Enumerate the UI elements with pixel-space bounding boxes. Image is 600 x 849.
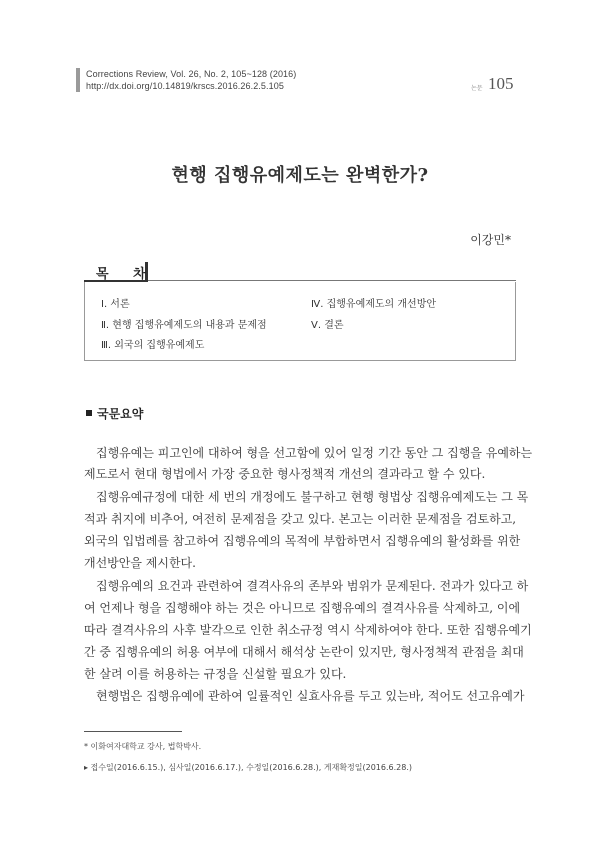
square-bullet-icon xyxy=(86,410,92,416)
author-name: 이강민* xyxy=(470,233,511,247)
toc-item[interactable]: Ⅰ. 서론 xyxy=(101,299,130,310)
abstract-line: 여 언제나 형을 집행해야 하는 것은 아니므로 집행유예의 결격사유를 삭제하고, 이에 xyxy=(84,601,521,615)
toc-label: 목 차 xyxy=(96,267,156,282)
abstract-line: 집행유예의 요건과 관련하여 결격사유의 존부와 범위가 문제된다. 전과가 있다고 하 xyxy=(96,579,529,593)
abstract-line: 현행법은 집행유예에 관하여 일률적인 실효사유를 두고 있는바, 적어도 선고유예가 xyxy=(96,689,525,703)
abstract-line: 한 살려 이를 허용하는 규정을 신설할 필요가 있다. xyxy=(84,667,347,681)
paper-title: 현행 집행유예제도는 완벽한가? xyxy=(171,165,429,186)
toc-divider xyxy=(148,280,516,281)
abstract-line: 간 중 집행유예의 허용 여부에 대해서 해석상 논란이 있지만, 형사정책적 관점을 최대 xyxy=(84,645,524,659)
footnote-affiliation: * 이화여자대학교 강사, 법학박사. xyxy=(84,742,202,751)
abstract-line: 집행유예규정에 대한 세 번의 개정에도 불구하고 현행 형법상 집행유예제도는 그 목 xyxy=(96,490,529,504)
toc-item[interactable]: Ⅴ. 결론 xyxy=(311,320,344,331)
abstract-heading-label: 국문요약 xyxy=(97,407,144,421)
abstract-line: 적과 취지에 비추어, 여전히 문제점을 갖고 있다. 본고는 이러한 문제점을 검토하고, xyxy=(84,512,517,526)
toc-item[interactable]: Ⅳ. 집행유예제도의 개선방안 xyxy=(311,299,437,310)
toc-item[interactable]: Ⅱ. 현행 집행유예제도의 내용과 문제점 xyxy=(101,320,267,331)
footnote-dates: ▸ 접수일(2016.6.15.), 심사일(2016.6.17.), 수정일(2016.6.28.), 게재확정일(2016.6.28.) xyxy=(84,763,413,772)
abstract-line: 개선방안을 제시한다. xyxy=(84,556,196,570)
abstract-line: 제도로서 현대 형법에서 가장 중요한 형사정책적 개선의 결과라고 할 수 있다. xyxy=(84,467,486,481)
header-accent-bar xyxy=(76,68,80,92)
abstract-line: 집행유예는 피고인에 대하여 형을 선고함에 있어 일정 기간 동안 그 집행을 유예하는 xyxy=(96,446,533,460)
journal-info xyxy=(86,68,296,92)
abstract-line: 외국의 입법례를 참고하여 집행유예의 목적에 부합하면서 집행유예의 활성화를 위한 xyxy=(84,534,521,548)
doi-link[interactable]: http://dx.doi.org/10.14819/krscs.2016.26.2.5.105 xyxy=(86,81,284,91)
toc-item[interactable]: Ⅲ. 외국의 집행유예제도 xyxy=(101,340,205,351)
abstract-heading xyxy=(86,405,143,422)
page-number: 105 xyxy=(488,74,514,93)
page-mark: 논문 xyxy=(471,85,483,92)
footnote-divider xyxy=(84,731,182,732)
abstract-line: 따라 결격사유의 사후 발각으로 인한 취소규정 역시 삭제하여야 한다. 또한 집행유예기 xyxy=(84,623,532,637)
journal-citation: Corrections Review, Vol. 26, No. 2, 105~128 (2016) xyxy=(86,69,297,79)
